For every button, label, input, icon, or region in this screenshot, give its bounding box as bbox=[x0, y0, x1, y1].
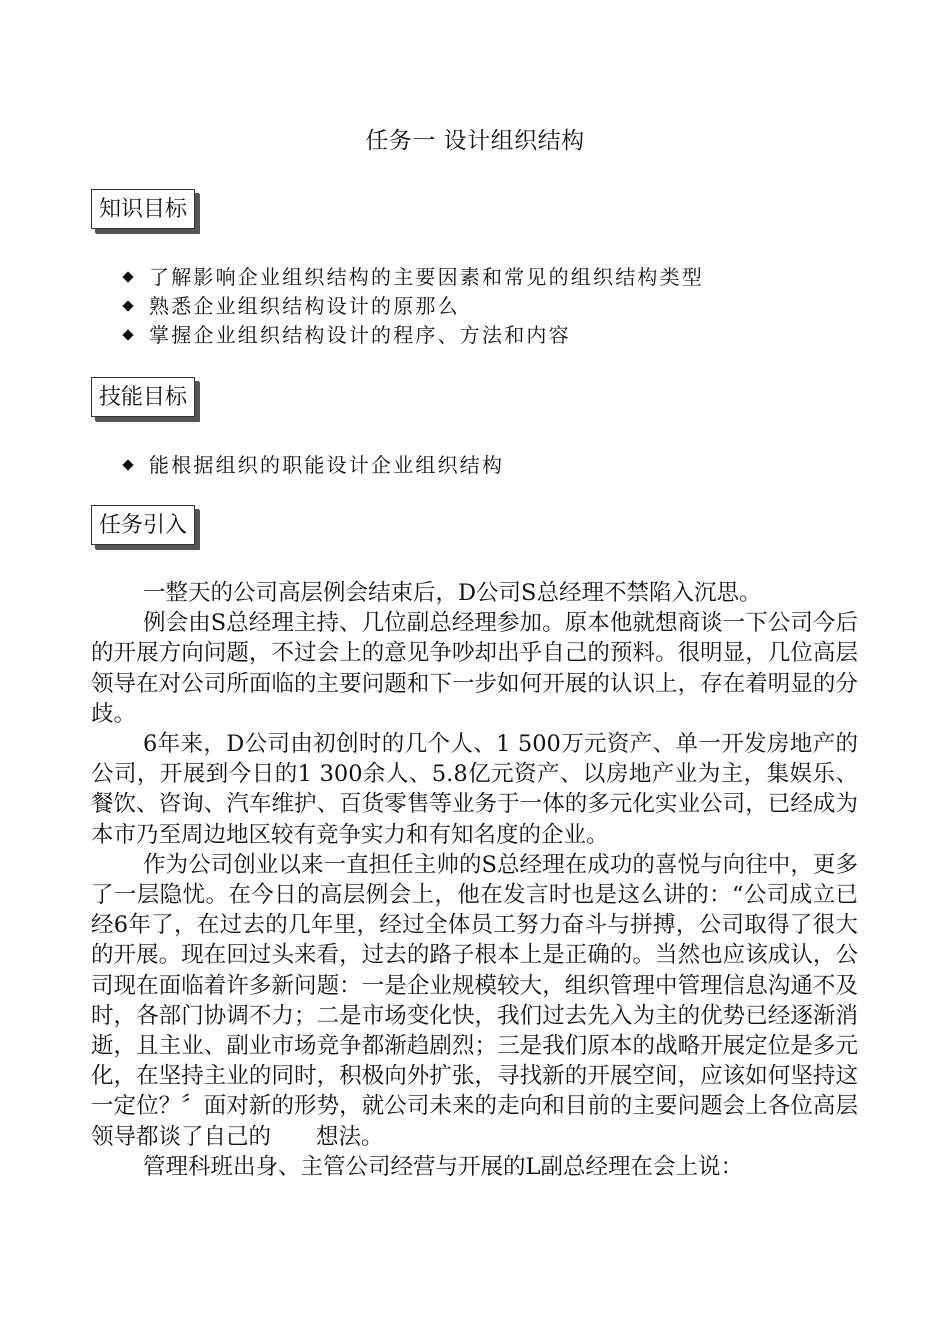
skill-goals-label: 技能目标 bbox=[91, 377, 195, 417]
knowledge-goals-label: 知识目标 bbox=[91, 189, 195, 229]
skill-goals-list bbox=[121, 451, 504, 480]
diamond-bullet-icon bbox=[122, 271, 133, 282]
list-item-text: 掌握企业组织结构设计的程序、方法和内容 bbox=[149, 323, 571, 347]
task-intro-body bbox=[91, 578, 858, 1182]
paragraph: 例会由S总经理主持、几位副总经理参加。原本他就想商谈一下公司今后的开展方向问题，不过会上的意见争吵却出乎自己的预料。很明显，几位高层领导在对公司所面临的主要问题和下一步如何开展的认识上，存在着明显的分歧。 bbox=[91, 610, 858, 727]
diamond-bullet-icon bbox=[122, 459, 133, 470]
paragraph: 作为公司创业以来一直担任主帅的S总经理在成功的喜悦与向往中，更多了一层隐忧。在今日的高层例会上，他在发言时也是这么讲的：“公司成立已经6年了，在过去的几年里，经过全体员工努力奋斗与拼搏，公司取得了很大的开展。现在回过头来看，过去的路子根本上是正确的。当然也应该成认，公司现在面临着许多新问题：一是企业规模较大，组织管理中管理信息沟通不及时，各部门协调不力；二是市场变化快，我们过去先入为主的优势已经逐渐消逝，且主业、副业市场竞争都渐趋剧烈；三是我们原本的战略开展定位是多元化，在坚持主业的同时，积极向外扩张，寻找新的开展空间，应该如何坚持这一定位？〞面对新的形势，就公司未来的走向和目前的主要问题会上各位高层领导都谈了自己的 想法。 bbox=[91, 851, 858, 1150]
list-item bbox=[121, 451, 504, 480]
list-item bbox=[121, 292, 704, 321]
knowledge-goals-list bbox=[121, 263, 704, 350]
list-item bbox=[121, 321, 704, 350]
page-title: 任务一 设计组织结构 bbox=[365, 128, 585, 154]
paragraph: 一整天的公司高层例会结束后，D公司S总经理不禁陷入沉思。 bbox=[143, 580, 762, 606]
paragraph: 6年来，D公司由初创时的几个人、1 500万元资产、单一开发房地产的公司，开展到今日的1 300余人、5.8亿元资产、以房地产业为主，集娱乐、餐饮、咨询、汽车维护、百货零售等业务于一体的多元化实业公司，已经成为本市乃至周边地区较有竞争实力和有知名度的企业。 bbox=[91, 731, 858, 848]
list-item-text: 了解影响企业组织结构的主要因素和常见的组织结构类型 bbox=[149, 265, 704, 289]
list-item-text: 能根据组织的职能设计企业组织结构 bbox=[149, 453, 505, 477]
list-item-text: 熟悉企业组织结构设计的原那么 bbox=[149, 294, 460, 318]
diamond-bullet-icon bbox=[122, 300, 133, 311]
list-item bbox=[121, 263, 704, 292]
paragraph: 管理科班出身、主管公司经营与开展的L副总经理在会上说： bbox=[143, 1153, 743, 1180]
task-intro-label: 任务引入 bbox=[91, 505, 195, 545]
diamond-bullet-icon bbox=[122, 329, 133, 340]
